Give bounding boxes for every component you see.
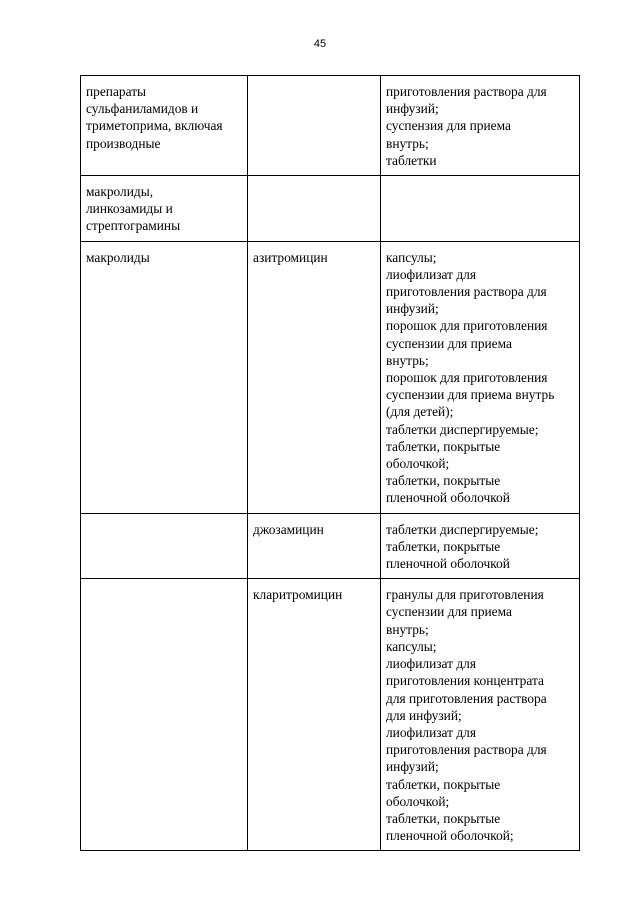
cell-text-line: пленочной оболочкой	[386, 490, 510, 506]
cell-text-line: таблетки, покрытые	[386, 473, 501, 489]
cell-text-line: внутрь;	[386, 135, 429, 151]
cell-text-line: лиофилизат для	[386, 266, 476, 282]
cell-text-line: таблетки диспергируемые;	[386, 421, 539, 437]
cell-text-line: внутрь;	[386, 352, 429, 368]
dosage-forms-cell	[381, 176, 580, 242]
cell-text-line: макролиды,	[86, 184, 154, 200]
table-row	[81, 176, 580, 242]
cell-text-line: сульфаниламидов и	[86, 101, 199, 117]
cell-text-line: гранулы для приготовления	[386, 587, 544, 603]
cell-text-line: кларитромицин	[253, 587, 343, 603]
dosage-forms-cell	[381, 513, 580, 579]
drug-table	[80, 75, 580, 851]
cell-text-line: инфузий;	[386, 759, 439, 775]
cell-text-line: производные	[86, 135, 161, 151]
cell-text-line: суспензии для приема	[386, 335, 512, 351]
cell-text-line: для приготовления раствора	[386, 690, 547, 706]
cell-text-line: джозамицин	[253, 521, 324, 537]
cell-text-line: таблетки, покрытые	[386, 438, 501, 454]
substance-cell	[248, 76, 381, 176]
cell-text-line: стрептограмины	[86, 218, 181, 234]
group-cell	[81, 176, 248, 242]
cell-text-line: азитромицин	[253, 249, 328, 265]
cell-text-line: суспензии для приема	[386, 604, 512, 620]
cell-text-line: лиофилизат для	[386, 724, 476, 740]
table-row	[81, 76, 580, 176]
cell-text-line: оболочкой;	[386, 456, 450, 472]
substance-cell	[248, 513, 381, 579]
group-cell	[81, 579, 248, 851]
cell-text-line: для инфузий;	[386, 707, 462, 723]
page-number: 45	[313, 38, 327, 50]
cell-text-line: триметоприма, включая	[86, 118, 223, 134]
dosage-forms-cell	[381, 241, 580, 513]
cell-text-line: таблетки диспергируемые;	[386, 521, 539, 537]
table-row	[81, 579, 580, 851]
substance-cell	[248, 241, 381, 513]
cell-text-line: порошок для приготовления	[386, 318, 548, 334]
cell-text-line: пленочной оболочкой	[386, 556, 510, 572]
cell-text-line: таблетки, покрытые	[386, 810, 501, 826]
cell-text-line: приготовления раствора для	[386, 84, 547, 99]
cell-text-line: макролиды	[86, 249, 150, 265]
substance-cell	[248, 176, 381, 242]
substance-cell	[248, 579, 381, 851]
cell-text-line: внутрь;	[386, 621, 429, 637]
cell-text-line: таблетки, покрытые	[386, 538, 501, 554]
cell-text-line: (для детей);	[386, 404, 454, 420]
cell-text-line: суспензия для приема	[386, 118, 511, 134]
cell-text-line: капсулы;	[386, 638, 437, 654]
group-cell	[81, 241, 248, 513]
cell-text-line: линкозамиды и	[86, 201, 173, 217]
cell-text-line: суспензии для приема внутрь	[386, 387, 555, 403]
group-cell	[81, 76, 248, 176]
dosage-forms-cell	[381, 76, 580, 176]
cell-text-line: приготовления раствора для	[386, 742, 547, 758]
group-cell	[81, 513, 248, 579]
cell-text-line: приготовления концентрата	[386, 673, 544, 689]
cell-text-line: инфузий;	[386, 301, 439, 317]
dosage-forms-cell	[381, 579, 580, 851]
cell-text-line: таблетки	[386, 152, 437, 168]
cell-text-line: пленочной оболочкой;	[386, 828, 514, 844]
cell-text-line: препараты	[86, 84, 147, 99]
cell-text-line: приготовления раствора для	[386, 284, 547, 300]
cell-text-line: порошок для приготовления	[386, 370, 548, 386]
cell-text-line: капсулы;	[386, 249, 437, 265]
cell-text-line: лиофилизат для	[386, 656, 476, 672]
table-row	[81, 241, 580, 513]
cell-text-line: таблетки, покрытые	[386, 776, 501, 792]
cell-text-line: оболочкой;	[386, 793, 450, 809]
cell-text-line: инфузий;	[386, 101, 439, 117]
table-row	[81, 513, 580, 579]
